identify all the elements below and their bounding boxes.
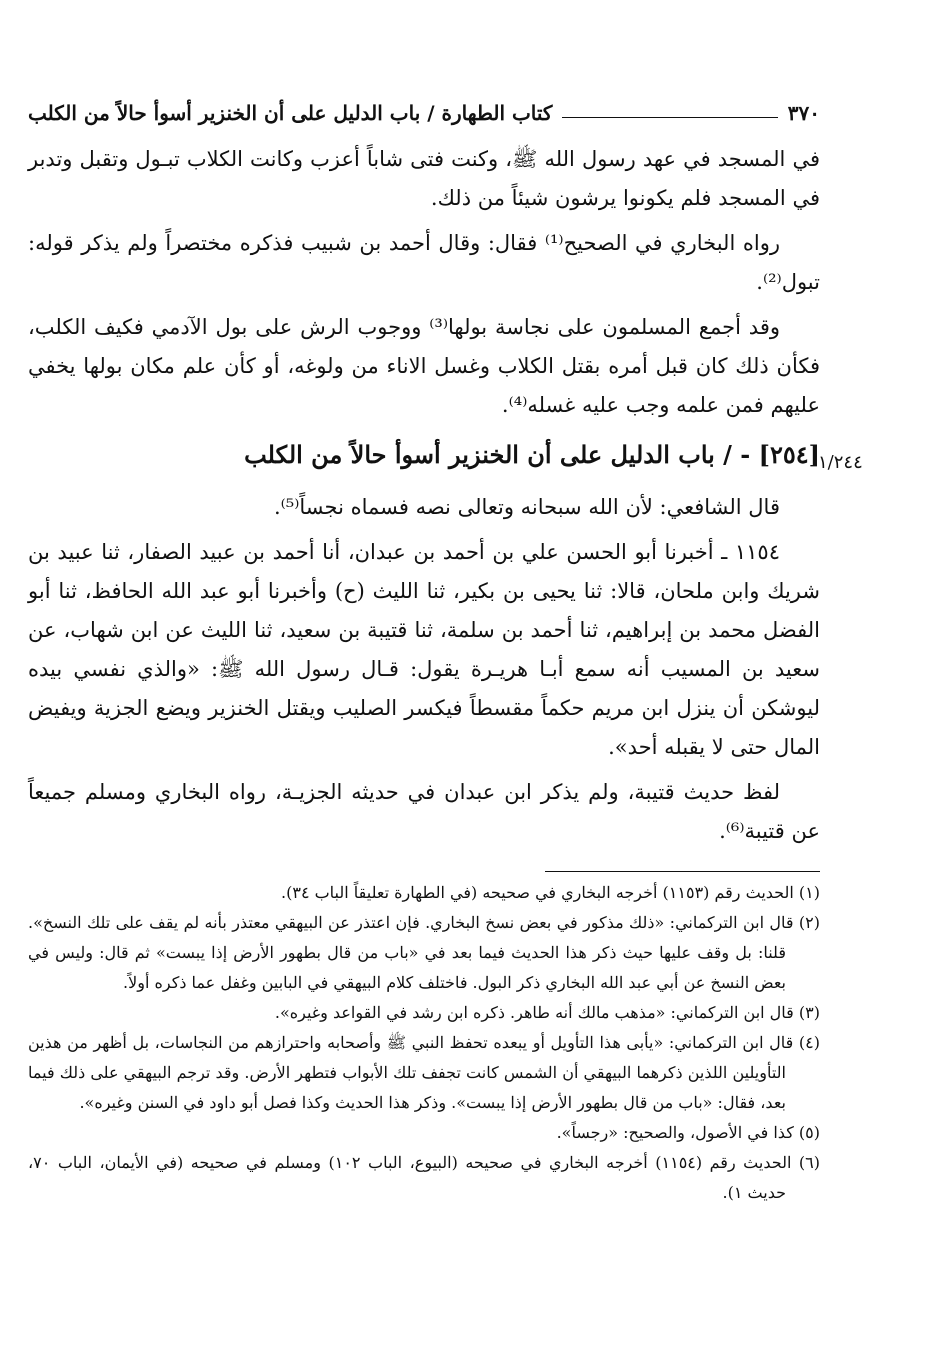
paragraph: قال الشافعي: لأن الله سبحانه وتعالى نصه فسماه نجساً⁽⁵⁾. xyxy=(273,495,780,519)
page-number: ٣٧٠ xyxy=(787,101,820,125)
top-text xyxy=(28,140,820,425)
footnote: (٦) الحديث رقم (١١٥٤) أخرجه البخاري في صحيحه (البيوع، الباب ١٠٢) ومسلم في صحيحه (في الأيمان، الباب ٧٠، حديث ١). xyxy=(28,1153,820,1202)
footnote: (٥) كذا في الأصول، والصحيح: «رجساً». xyxy=(556,1123,820,1142)
hadith-paragraph: ١١٥٤ ـ أخبرنا أبو الحسن علي بن أحمد بن عبدان، أنا أحمد بن عبيد الصفار، ثنا عبيد بن شريك وابن ملحان، قالا: ثنا يحيى بن بكير، ثنا الليث (ح) وأخبرنا أبو عبد الله الحافظ، ثنا أبو الفضل محمد بن إبراهيم، ثنا أحمد بن سلمة، ثنا قتيبة بن سعيد، ثنا الليث عن ابن شهاب، عن سعيد بن المسيب أنه سمع أبـا هريـرة يقول: قـال رسول الله ﷺ: «والذي نفسي بيده ليوشكن أن ينزل ابن مريم حكماً مقسطاً فيكسر الصليب ويقتل الخنزير ويضع الجزية ويفيض المال حتى لا يقبله أحد». xyxy=(28,540,820,759)
footnote: (٤) قال ابن التركماني: «يأبى هذا التأويل أو يبعده تحفظ النبي ﷺ وأصحابه واحترازهم من النجاسات، بل أظهر من هذين التأويلين اللذين ذكرهما البيهقي أن الشمس كانت تجفف تلك الأبواب فتطهر الأرض. وقد ترجم البيهقي على ذلك فيما بعد، فقال: «باب من قال بطهور الأرض إذا يبست». وذكر هذا الحديث وكذا فصل أبو داود في السنن وغيره». xyxy=(28,1033,820,1112)
page-header xyxy=(28,96,820,130)
footnotes xyxy=(28,878,820,1208)
paragraph: وقد أجمع المسلمون على نجاسة بولها⁽³⁾ ووجوب الرش على بول الآدمي فكيف الكلب، فكأن ذلك كان قبل أمره بقتل الكلاب وغسل الاناء من ولوغه، أو كأن علم مكان بولها يخفي عليهم فمن علمه وجب عليه غسله⁽⁴⁾. xyxy=(28,315,820,417)
paragraph: لفظ حديث قتيبة، ولم يذكر ابن عبدان في حديثه الجزيـة، رواه البخاري ومسلم جميعاً عن قتيبة⁽⁶⁾. xyxy=(28,780,820,843)
paragraph: في المسجد في عهد رسول الله ﷺ، وكنت فتى شاباً أعزب وكانت الكلاب تبـول وتقبل وتدبر في المسجد فلم يكونوا يرشون شيئاً من ذلك. xyxy=(28,147,820,210)
chapter-text xyxy=(28,488,820,851)
footnote: (٣) قال ابن التركماني: «مذهب مالك أنه طاهر. ذكره ابن رشد في القواعد وغيره». xyxy=(274,1003,820,1022)
running-title: كتاب الطهارة / باب الدليل على أن الخنزير أسوأ حالاً من الكلب xyxy=(28,101,553,125)
margin-reference: ١/٢٤٤ xyxy=(818,452,863,473)
footnote: (١) الحديث رقم (١١٥٣) أخرجه البخاري في صحيحه (في الطهارة تعليقاً الباب ٣٤). xyxy=(281,883,820,902)
footnote-rule xyxy=(545,871,820,872)
paragraph: رواه البخاري في الصحيح⁽¹⁾ فقال: وقال أحمد بن شبيب فذكره مختصراً ولم يذكر قوله: تبول⁽²⁾. xyxy=(28,231,820,294)
header-rule xyxy=(562,117,777,118)
footnote: (٢) قال ابن التركماني: «ذلك مذكور في بعض نسخ البخاري. فإن اعتذر عن البيهقي معتذر بأنه لم يقف على تلك النسخ». قلنا: بل وقف عليها حيث ذكر هذا الحديث فيما بعد في «باب من قال بطهور الأرض إذا يبست» ثم قال: وليس في بعض النسخ عن أبي عبد الله البخاري ذكر البول. فاختلف كلام البيهقي في البابين وغفل عما ذكره أولاً. xyxy=(28,913,821,992)
chapter-heading: [٢٥٤] - / باب الدليل على أن الخنزير أسوأ حالاً من الكلب xyxy=(244,440,820,469)
